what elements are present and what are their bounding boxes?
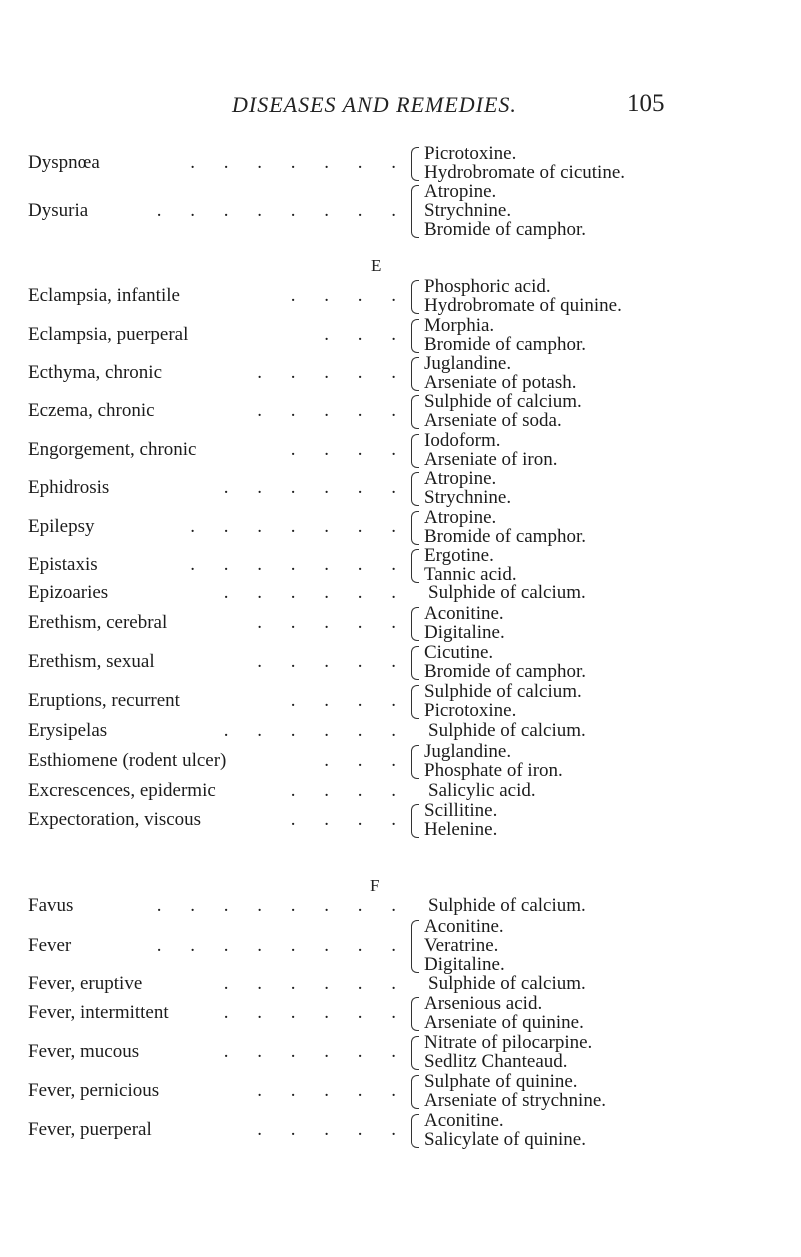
leader-dots: . . . . . . [223,477,408,498]
disease-name: Excrescences, epidermic [28,780,216,801]
remedy-item: Strychnine. [424,200,512,221]
disease-name: Erysipelas [28,720,108,741]
brace-glyph [411,1036,419,1070]
remedy-item: Bromide of camphor. [424,334,586,355]
disease-name: Eczema, chronic [28,400,155,421]
remedy-item: Scillitine. [424,800,498,821]
leader-dots: . . . [324,324,408,345]
disease-name: Ephidrosis [28,477,110,498]
disease-name: Eruptions, recurrent [28,690,180,711]
disease-name: Eclampsia, infantile [28,285,180,306]
brace-glyph [411,395,419,429]
brace-glyph [411,280,419,314]
disease-name: Epistaxis [28,554,98,575]
disease-name: Fever [28,935,72,956]
remedy-item: Sulphide of calcium. [424,391,582,412]
remedy-item: Arseniate of quinine. [424,1012,584,1033]
leader-dots: . . . . . . . . [156,200,408,221]
remedy-item: Juglandine. [424,353,512,374]
disease-name: Erethism, cerebral [28,612,168,633]
brace-glyph [411,511,419,545]
leader-dots: . . . . [290,690,408,711]
disease-name: Dyspnœa [28,152,100,173]
remedy-item: Tannic acid. [424,564,517,585]
remedy-item: Ergotine. [424,545,494,566]
index-entry [0,917,801,974]
remedy-item: Juglandine. [424,741,512,762]
brace-glyph [411,472,419,506]
remedy-item: Helenine. [424,819,498,840]
index-entry [0,354,801,392]
remedy-list [424,469,511,507]
brace-glyph [411,434,419,468]
remedy-item: Aconitine. [424,603,504,624]
remedy-item: Sulphide of calcium. [428,973,586,994]
leader-dots: . . . . [290,439,408,460]
remedy-list [428,781,536,800]
header-title: DISEASES AND REMEDIES. [232,92,517,117]
remedy-item: Phosphoric acid. [424,276,551,297]
index-entry [0,182,801,239]
index-entry [0,392,801,430]
remedy-item: Digitaline. [424,954,505,975]
index-entry [0,994,801,1032]
remedy-item: Salicylic acid. [428,780,536,801]
leader-dots: . . . . . . . [190,152,408,173]
index-entry [0,742,801,780]
disease-name: Fever, pernicious [28,1080,160,1101]
remedy-list [424,682,582,720]
page-number: 105 [627,90,665,117]
remedy-list [424,1033,592,1071]
remedy-list [428,721,586,740]
remedy-list [424,801,497,839]
brace-glyph [411,997,419,1031]
remedy-item: Veratrine. [424,935,499,956]
remedy-list [424,431,557,469]
disease-name: Expectoration, viscous [28,809,202,830]
disease-name: Favus [28,895,74,916]
index-entry [0,469,801,507]
remedy-item: Aconitine. [424,916,504,937]
running-header [0,92,801,132]
index-entry [0,801,801,839]
index-entry [0,781,801,800]
remedy-item: Arseniate of strychnine. [424,1090,607,1111]
leader-dots: . . . . [290,780,408,801]
remedy-item: Bromide of camphor. [424,526,586,547]
index-entry [0,546,801,584]
disease-name: Fever, eruptive [28,973,143,994]
index-entry [0,1111,801,1149]
brace-glyph [411,745,419,779]
disease-name: Fever, puerperal [28,1119,152,1140]
leader-dots: . . . . [290,285,408,306]
leader-dots: . . . . . [257,362,408,383]
brace-glyph [411,1114,419,1148]
remedy-list [424,994,584,1032]
index-entry [0,277,801,315]
leader-dots: . . . . . [257,651,408,672]
leader-dots: . . . . . . . . [156,895,408,916]
leader-dots: . . . . . [257,612,408,633]
leader-dots: . . . . . . [223,1041,408,1062]
remedy-item: Sulphide of calcium. [428,895,586,916]
leader-dots: . . . . . . . [190,554,408,575]
remedy-list [424,182,586,239]
remedy-item: Aconitine. [424,1110,504,1131]
disease-name: Engorgement, chronic [28,439,197,460]
leader-dots: . . . . . . [223,720,408,741]
remedy-item: Arseniate of iron. [424,449,558,470]
remedy-list [424,917,505,974]
section-letter: F [370,876,380,895]
disease-name: Eclampsia, puerperal [28,324,189,345]
disease-name: Epizoaries [28,582,109,603]
index-entry [0,316,801,354]
remedy-item: Sulphide of calcium. [428,582,586,603]
remedy-item: Atropine. [424,507,497,528]
remedy-item: Nitrate of pilocarpine. [424,1032,593,1053]
index-entry [0,682,801,720]
leader-dots: . . . . . . . . [156,935,408,956]
remedy-item: Strychnine. [424,487,512,508]
remedy-list [428,974,586,993]
remedy-list [424,604,505,642]
brace-glyph [411,319,419,353]
brace-glyph [411,804,419,838]
disease-name: Fever, intermittent [28,1002,169,1023]
remedy-item: Picrotoxine. [424,143,517,164]
leader-dots: . . . . . . [223,1002,408,1023]
remedy-list [424,392,582,430]
brace-glyph [411,549,419,583]
index-entry [0,431,801,469]
index-entry [0,1033,801,1071]
index-entry [0,721,801,740]
remedy-list [424,354,576,392]
remedy-item: Arseniate of soda. [424,410,562,431]
remedy-item: Phosphate of iron. [424,760,563,781]
brace-glyph [411,920,419,973]
leader-dots: . . . . [290,809,408,830]
remedy-list [424,742,563,780]
disease-name: Esthiomene (rodent ulcer) [28,750,227,771]
remedy-item: Sulphide of calcium. [428,720,586,741]
remedy-item: Picrotoxine. [424,700,517,721]
remedy-list [424,144,625,182]
index-entry [0,604,801,642]
leader-dots: . . . . . . . [190,516,408,537]
disease-name: Epilepsy [28,516,95,537]
remedy-list [424,277,622,315]
remedy-item: Cicutine. [424,642,494,663]
leader-dots: . . . . . [257,1080,408,1101]
leader-dots: . . . . . . [223,582,408,603]
disease-name: Dysuria [28,200,89,221]
remedy-item: Arsenious acid. [424,993,543,1014]
index-entry [0,144,801,182]
index-entry [0,1072,801,1110]
remedy-item: Morphia. [424,315,495,336]
remedy-item: Bromide of camphor. [424,661,586,682]
remedy-item: Hydrobromate of cicutine. [424,162,626,183]
remedy-item: Iodoform. [424,430,501,451]
remedy-item: Bromide of camphor. [424,219,586,240]
section-letter: E [371,256,382,275]
remedy-item: Sedlitz Chanteaud. [424,1051,568,1072]
remedy-list [424,1072,606,1110]
leader-dots: . . . . . . [223,973,408,994]
index-entry [0,583,801,602]
remedy-item: Atropine. [424,468,497,489]
index-entry [0,508,801,546]
leader-dots: . . . . . [257,400,408,421]
brace-glyph [411,185,419,238]
remedy-item: Arseniate of potash. [424,372,577,393]
brace-glyph [411,607,419,641]
leader-dots: . . . . . [257,1119,408,1140]
remedy-list [424,508,586,546]
remedy-list [428,583,586,602]
index-entry [0,643,801,681]
remedy-list [428,896,586,915]
brace-glyph [411,1075,419,1109]
index-entry [0,974,801,993]
remedy-item: Sulphate of quinine. [424,1071,578,1092]
remedy-list [424,546,517,584]
remedy-list [424,643,586,681]
disease-name: Fever, mucous [28,1041,140,1062]
remedy-item: Salicylate of quinine. [424,1129,586,1150]
disease-name: Erethism, sexual [28,651,155,672]
brace-glyph [411,147,419,181]
remedy-item: Hydrobromate of quinine. [424,295,622,316]
disease-name: Ecthyma, chronic [28,362,163,383]
remedy-item: Sulphide of calcium. [424,681,582,702]
remedy-list [424,1111,586,1149]
index-entry [0,896,801,915]
brace-glyph [411,646,419,680]
brace-glyph [411,357,419,391]
remedy-item: Digitaline. [424,622,505,643]
remedy-item: Atropine. [424,181,497,202]
brace-glyph [411,685,419,719]
leader-dots: . . . [324,750,408,771]
remedy-list [424,316,586,354]
